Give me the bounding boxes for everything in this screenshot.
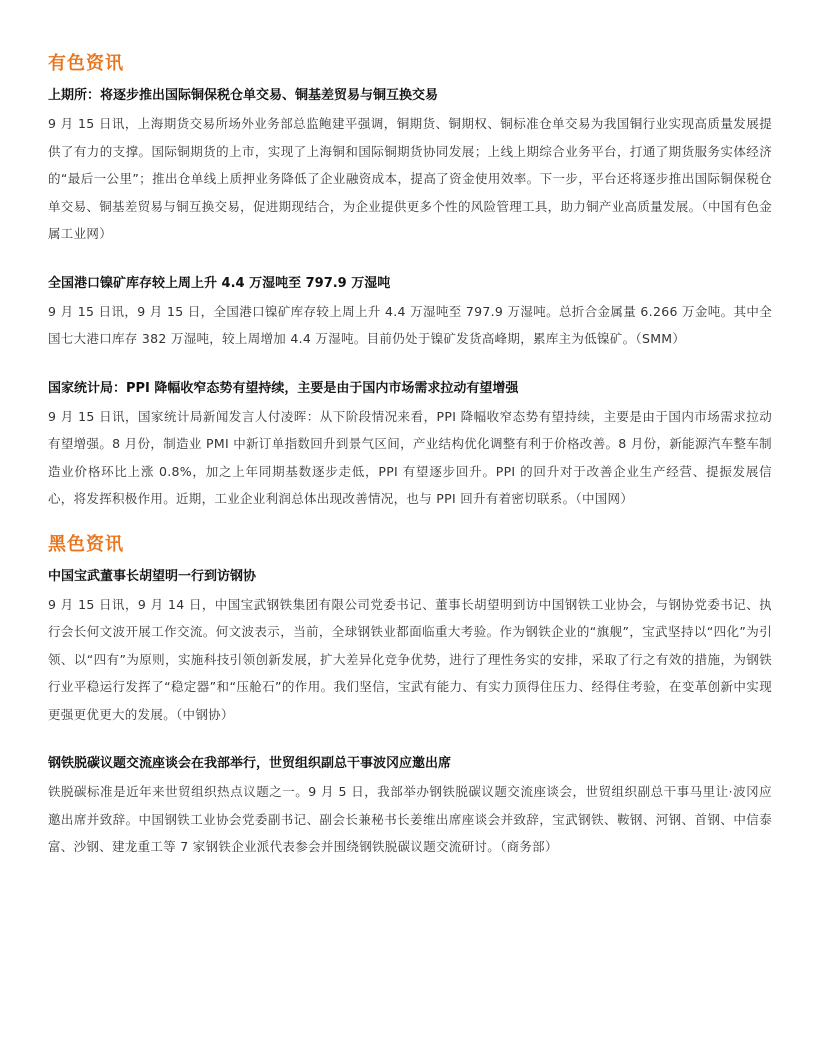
article-body: 铁脱碳标准是近年来世贸组织热点议题之一。9 月 5 日，我部举办钢铁脱碳议题交流座谈会，世贸组织副总干事马里让·波冈应邀出席并致辞。中国钢铁工业协会党委副书记、副会长兼秘书长姜维出席座谈会并致辞，宝武钢铁、鞍钢、河钢、首钢、中信泰富、沙钢、建龙重工等 7 家钢铁企业派代表参会并围绕钢铁脱碳议题交流研讨。（商务部）	[48, 784, 772, 854]
spacer	[48, 513, 772, 531]
article-title: 上期所：将逐步推出国际铜保税仓单交易、铜基差贸易与铜互换交易	[48, 88, 439, 103]
spacer	[48, 248, 772, 274]
spacer	[48, 353, 772, 379]
news-article	[48, 86, 772, 248]
news-article	[48, 379, 772, 513]
article-body: 9 月 15 日讯，9 月 14 日，中国宝武钢铁集团有限公司党委书记、董事长胡望明到访中国钢铁工业协会，与钢协党委书记、执行会长何文波开展工作交流。何文波表示，当前，全球钢铁业都面临重大考验。作为钢铁企业的“旗舰”，宝武坚持以“四化”为引领、以“四有”为原则，实施科技引领创新发展，扩大差异化竞争优势，进行了理性务实的安排，采取了行之有效的措施，为钢铁行业平稳运行发挥了“稳定器”和“压舱石”的作用。我们坚信，宝武有能力、有实力顶得住压力、经得住考验，在变革创新中实现更强更优更大的发展。（中钢协）	[48, 596, 772, 722]
spacer	[48, 728, 772, 754]
section-nonferrous-news	[48, 50, 772, 513]
section-title: 有色资讯	[48, 53, 124, 74]
newsletter-page	[48, 50, 772, 861]
article-body: 9 月 15 日讯，上海期货交易所场外业务部总监鲍建平强调，铜期货、铜期权、铜标准仓单交易为我国铜行业实现高质量发展提供了有力的支撑。国际铜期货的上市，实现了上海铜和国际铜期货协同发展；上线上期综合业务平台，打通了期货服务实体经济的“最后一公里”；推出仓单线上质押业务降低了企业融资成本，提高了资金使用效率。下一步，平台还将逐步推出国际铜保税仓单交易、铜基差贸易与铜互换交易，促进期现结合，为企业提供更多个性的风险管理工具，助力铜产业高质量发展。（中国有色金属工业网）	[48, 116, 772, 241]
section-ferrous-news	[48, 531, 772, 861]
article-body: 9 月 15 日讯，9 月 15 日，全国港口镍矿库存较上周上升 4.4 万湿吨至 797.9 万湿吨。总折合金属量 6.266 万金吨。其中全国七大港口库存 382 万湿吨，较上周增加 4.4 万湿吨。目前仍处于镍矿发货高峰期，累库主为低镍矿。（SMM）	[48, 303, 772, 346]
article-title: 中国宝武董事长胡望明一行到访钢协	[48, 568, 257, 584]
section-title: 黑色资讯	[48, 533, 124, 555]
article-body: 9 月 15 日讯，国家统计局新闻发言人付凌晖：从下阶段情况来看，PPI 降幅收窄态势有望持续，主要是由于国内市场需求拉动有望增强。8 月份，制造业 PMI 中新订单指数回升到景气区间，产业结构优化调整有利于价格改善。8 月份，新能源汽车整车制造业价格环比上涨 0.8%，加之上年同期基数逐步走低，PPI 有望逐步回升。PPI 的回升对于改善企业生产经营、提振发展信心，将发挥积极作用。近期，工业企业利润总体出现改善情况，也与 PPI 回升有着密切联系。（中国网）	[48, 408, 772, 506]
news-article	[48, 274, 772, 353]
article-title: 国家统计局：PPI 降幅收窄态势有望持续，主要是由于国内市场需求拉动有望增强	[48, 380, 519, 396]
news-article	[48, 567, 772, 729]
article-title: 全国港口镍矿库存较上周上升 4.4 万湿吨至 797.9 万湿吨	[48, 275, 391, 291]
article-title: 钢铁脱碳议题交流座谈会在我部举行，世贸组织副总干事波冈应邀出席	[48, 756, 452, 771]
news-article	[48, 754, 772, 861]
